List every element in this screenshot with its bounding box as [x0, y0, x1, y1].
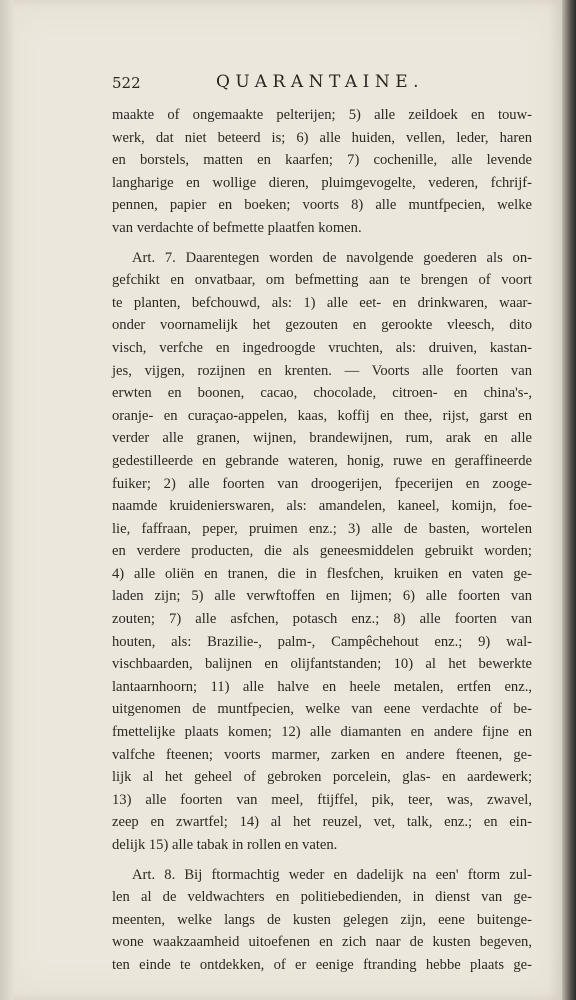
page-header [112, 66, 532, 96]
running-head: QUARANTAINE. [216, 72, 425, 92]
text-line: delijk 15) alle tabak in rollen en vaten. [112, 837, 338, 853]
text-line: zouten; 7) alle asfchen, potasch enz.; 8) alle foorten van [112, 611, 532, 628]
text-line: laden zijn; 5) alle verwftoffen en lijmen; 6) alle foorten van [112, 588, 532, 605]
text-line: jes, vijgen, rozijnen en krenten. — Voorts alle foorten van [112, 362, 532, 379]
paragraph-article-7 [112, 247, 532, 857]
text-line: maakte of ongemaakte pelterijen; 5) alle zeildoek en touw- [112, 107, 532, 123]
text-line: erwten en boonen, cacao, chocolade, citroen- en china's-, [112, 385, 532, 402]
text-line: te planten, befchouwd, als: 1) alle eet- en drinkwaren, waar- [112, 294, 532, 311]
paragraph-article-8 [112, 864, 532, 977]
paragraph-continuation [112, 104, 532, 240]
text-line: lie, faffraan, peper, pruimen enz.; 3) alle de basten, wortelen [112, 520, 532, 537]
text-line: naamde kruidenierswaren, als: amandelen, kaneel, komijn, foe- [112, 498, 532, 515]
text-line: len al de veldwachters en politiebedienden, in dienst van ge- [112, 889, 532, 906]
text-line: meenten, welke langs de kusten gelegen zijn, eene buitenge- [112, 911, 532, 928]
text-line: lijk al het geheel of gebroken porcelein, glas- en aardewerk; [112, 769, 532, 786]
book-edge-shadow [562, 0, 576, 1000]
text-line: gedestilleerde en gebrande wateren, honig, ruwe en geraffineerde [112, 452, 532, 469]
text-line: oranje- en curaçao-appelen, kaas, koffij en thee, rijst, garst en [112, 407, 532, 424]
text-line: wone waakzaamheid uitoefenen en zich naar de kusten begeven, [112, 934, 532, 951]
body-text [112, 104, 532, 984]
text-line: verder alle granen, wijnen, brandewijnen, rum, arak en alle [112, 430, 532, 447]
text-line: vischbaarden, balijnen en olijfantstanden; 10) al het bewerkte [112, 656, 532, 673]
text-line: 13) alle foorten van meel, ftijffel, pik, teer, was, zwavel, [112, 791, 532, 808]
text-line: langharige en wollige dieren, pluimgevogelte, vederen, fchrijf- [112, 174, 532, 191]
text-line: zeep en zwartfel; 14) al het reuzel, vet, talk, enz.; en ein- [112, 814, 532, 831]
text-line: van verdachte of befmette plaatfen komen. [112, 219, 362, 236]
text-line: houten, als: Brazilie-, palm-, Campêchehout enz.; 9) wal- [112, 633, 532, 650]
text-line: werk, dat niet beteerd is; 6) alle huiden, vellen, leder, haren [112, 129, 532, 146]
text-line: 4) alle oliën en tranen, die in flesfchen, kruiken en vaten ge- [112, 565, 532, 582]
text-line: lantaarnhoorn; 11) alle halve en heele metalen, ertfen enz., [112, 678, 532, 695]
text-line: ten einde te ontdekken, of er eenige ftranding hebbe plaats ge- [112, 956, 532, 973]
text-line: en verdere producten, die als geneesmiddelen gebruikt worden; [112, 543, 532, 560]
text-line: Art. 8. Bij ftormachtig weder en dadelijk na een' ftorm zul- [132, 866, 532, 883]
text-line: fmettelijke plaats komen; 12) alle diamanten en andere fijne en [112, 724, 532, 741]
text-line: gefchikt en onvatbaar, om befmetting aan te brengen of voort [112, 272, 532, 289]
page-number: 522 [112, 74, 141, 92]
text-line: onder voornamelijk het gezouten en gerookte vleesch, dito [112, 317, 532, 334]
text-line: visch, verfche en ingedroogde vruchten, als: druiven, kastan- [112, 339, 532, 356]
text-line: uitgenomen de muntfpecien, welke van eene verdachte of be- [112, 701, 532, 718]
text-line: fuiker; 2) alle foorten van droogerijen, fpecerijen en zooge- [112, 475, 532, 492]
text-line: Art. 7. Daarentegen worden de navolgende goederen als on- [132, 249, 532, 266]
text-line: en borstels, matten en kaarfen; 7) cochenille, alle levende [112, 152, 532, 169]
text-line: valfche fteenen; voorts marmer, zarken en andere fteenen, ge- [112, 746, 532, 763]
page-gutter [0, 0, 14, 1000]
text-line: pennen, papier en boeken; voorts 8) alle muntfpecien, welke [112, 197, 532, 214]
